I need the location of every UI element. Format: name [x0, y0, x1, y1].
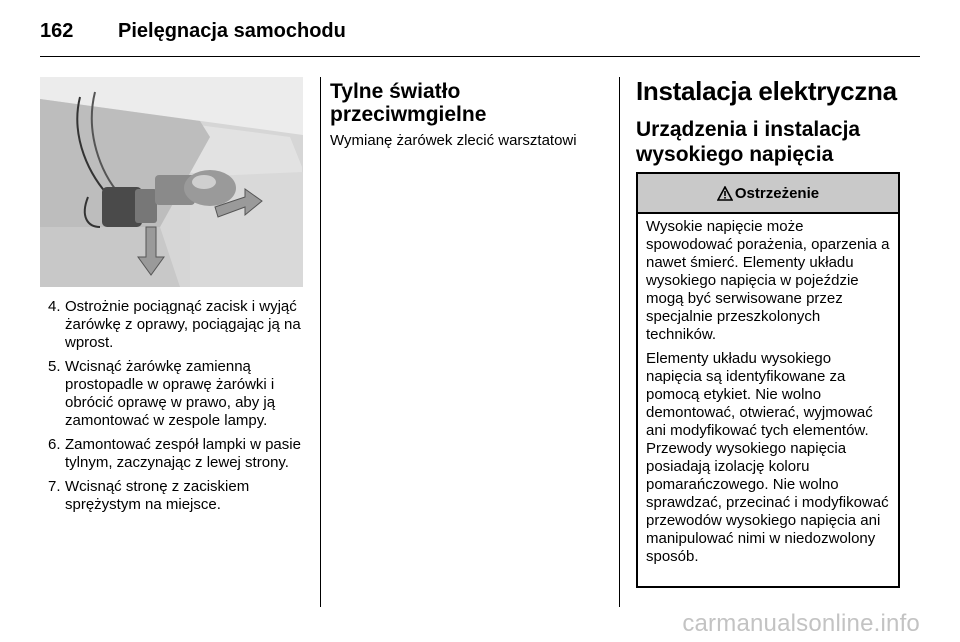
warning-body	[638, 214, 898, 566]
list-item	[48, 358, 310, 430]
step-text: Ostrożnie pociągnąć zacisk i wyjąć żarówkę z oprawy, pociągając ją na wprost.	[65, 298, 301, 351]
warning-paragraph-1: Wysokie napięcie może spowodować porażenia, oparzenia a nawet śmierć. Elementy układu wysokiego napięcia w pojeździe mogą być serwisowane przez specjalnie przeszkolonych techników.	[646, 218, 890, 343]
step-number: 6.	[48, 436, 61, 453]
step-text: Zamontować zespół lampki w pasie tylnym, zaczynając z lewej strony.	[65, 436, 301, 471]
warning-label: Ostrzeżenie	[734, 184, 820, 202]
warning-paragraph-2: Elementy układu wysokiego napięcia są identyfikowane za pomocą etykiet. Nie wolno demontować, otwierać, wyjmować ani modyfikować tych elementów. Przewody wysokiego napięcia posiadają izolację koloru pomarańczowego. Nie wolno sprawdzać, przecinać i modyfikować przewodów wysokiego napięcia ani manipulować nimi w niedozwolony sposób.	[646, 350, 889, 565]
high-voltage-heading: Urządzenia i instalacja wysokiego napięcia	[636, 118, 861, 166]
warning-header	[638, 174, 898, 214]
illustration-svg	[40, 77, 303, 287]
fog-light-text: Wymianę żarówek zlecić warsztatowi	[330, 132, 577, 149]
section-title: Pielęgnacja samochodu	[118, 20, 346, 42]
list-item	[48, 478, 310, 514]
step-text: Wcisnąć stronę z zaciskiem sprężystym na miejsce.	[65, 478, 250, 513]
electrical-heading: Instalacja elektryczna	[636, 76, 897, 106]
list-item	[48, 298, 310, 352]
electrical-section	[636, 76, 902, 167]
column-divider-1	[320, 77, 321, 607]
header-divider	[40, 56, 920, 57]
page-header	[40, 20, 346, 43]
fog-light-section	[330, 80, 610, 150]
column-divider-2	[619, 77, 620, 607]
instruction-steps	[48, 298, 310, 520]
step-number: 7.	[48, 478, 61, 495]
step-number: 5.	[48, 358, 61, 375]
watermark: carmanualsonline.info	[682, 610, 920, 637]
warning-triangle-icon	[717, 186, 733, 201]
list-item	[48, 436, 310, 472]
fog-light-heading: Tylne światło przeciwmgielne	[330, 80, 487, 126]
page-number: 162	[40, 20, 74, 42]
step-text: Wcisnąć żarówkę zamienną prostopadle w oprawę żarówki i obrócić oprawę w prawo, aby ją zamontować w zespole lampy.	[65, 358, 276, 429]
step-number: 4.	[48, 298, 61, 315]
warning-box	[636, 172, 900, 588]
bulb-socket-removal-illustration	[40, 77, 303, 287]
